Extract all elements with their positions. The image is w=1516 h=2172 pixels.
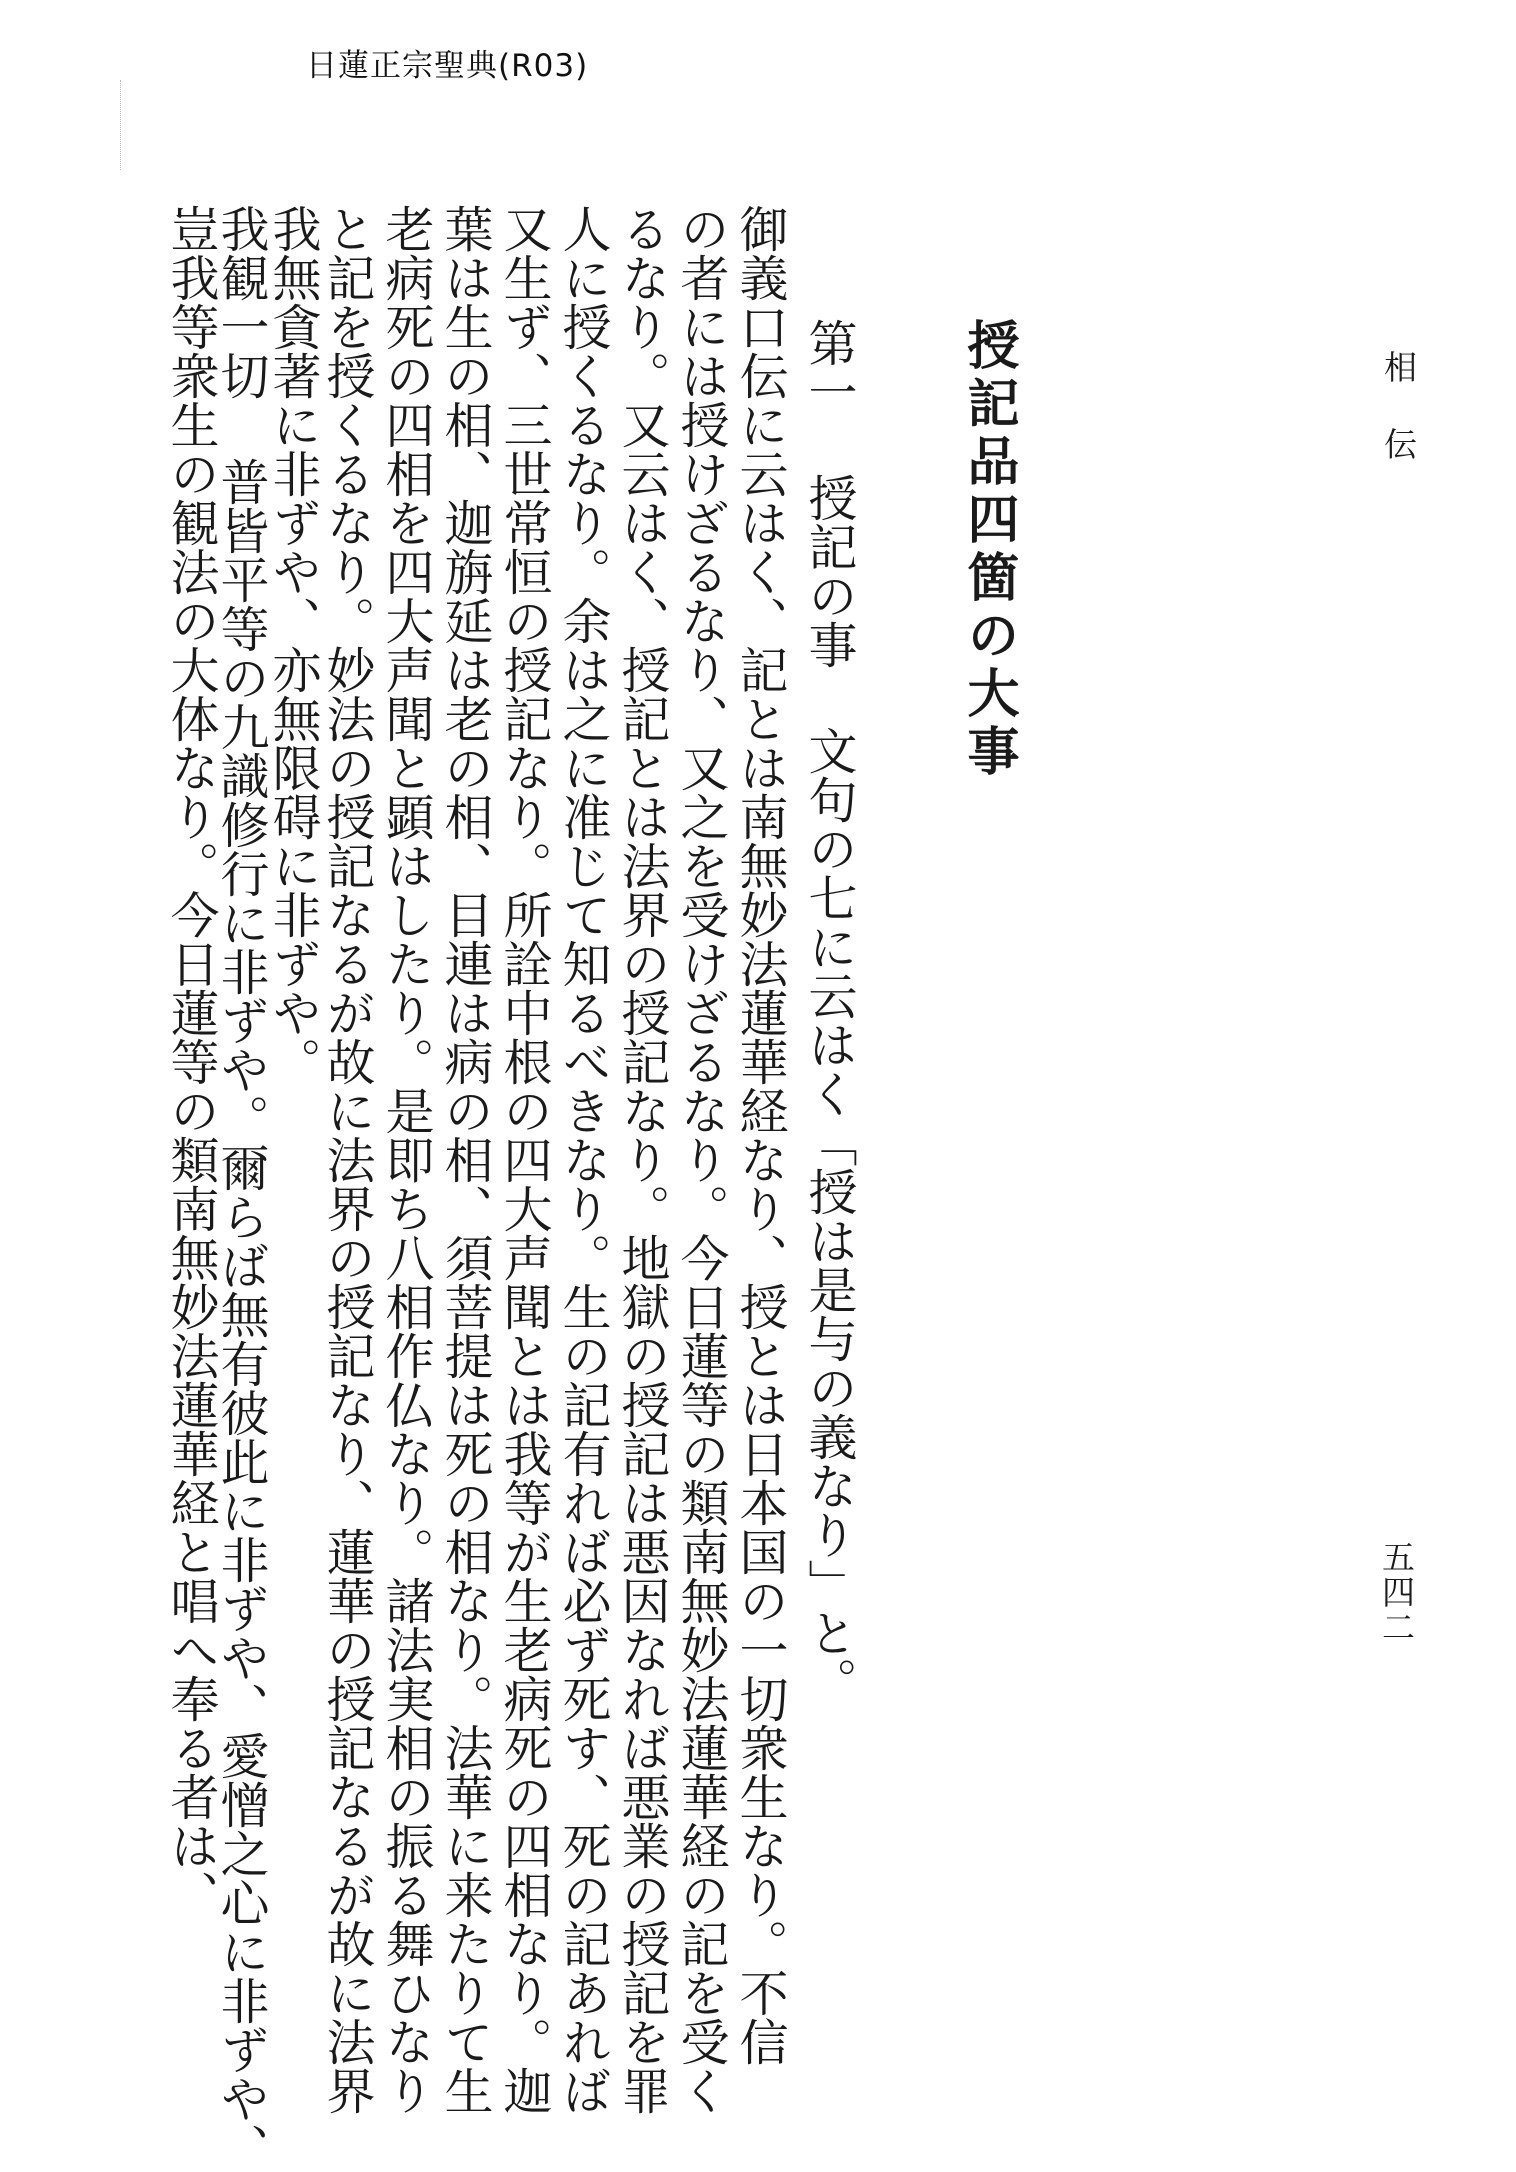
text-line: 老病死の四相を四大声聞と顕はしたり。是即ち八相作仏なり。諸法実相の振る舞ひなり — [378, 204, 435, 2115]
margin-dots — [120, 80, 123, 170]
text-line: 我観一切 普皆平等の九識修行に非ずや。爾らば無有彼此に非ずや、愛憎之心に非ずや、 — [213, 204, 270, 2172]
section-title: 授記品四箇の大事 — [958, 318, 1019, 782]
text-line: 人に授くるなり。余は之に准じて知るべきなり。生の記有れば必ず死す、死の記あれば — [555, 204, 612, 2115]
text-line: 御義口伝に云はく、記とは南無妙法蓮華経なり、授とは日本国の一切衆生なり。不信 — [732, 204, 789, 2066]
text-line: と記を授くるなり。妙法の授記なるが故に法界の授記なり、蓮華の授記なるが故に法界 — [319, 204, 376, 2115]
text-line: の者には授けざるなり、又之を受けざるなり。今日蓮等の類南無妙法蓮華経の記を受く — [673, 204, 730, 2115]
text-line: 葉は生の相、迦旃延は老の相、目連は病の相、須菩提は死の相なり。法華に来たりて生 — [437, 204, 494, 2115]
book-title: 日蓮正宗聖典(R03) — [306, 48, 589, 84]
text-line: 我無貪著に非ずや、亦無限碍に非ずや。 — [265, 204, 322, 1086]
text-line: 第一 授記の事 文句の七に云はく「授は是与の義なり」と。 — [801, 318, 858, 1706]
text-line: 又生ず、三世常恒の授記なり。所詮中根の四大声聞とは我等が生老病死の四相なり。迦 — [496, 204, 553, 2115]
page-number: 五四二 — [1377, 1540, 1416, 1645]
text-line: 豈我等衆生の観法の大体なり。今日蓮等の類南無妙法蓮華経と唱へ奉る者は、 — [163, 204, 220, 1919]
text-line: るなり。又云はく、授記とは法界の授記なり。地獄の授記は悪因なれば悪業の授記を罪 — [614, 204, 671, 2115]
running-head: 相伝 — [1379, 350, 1418, 504]
